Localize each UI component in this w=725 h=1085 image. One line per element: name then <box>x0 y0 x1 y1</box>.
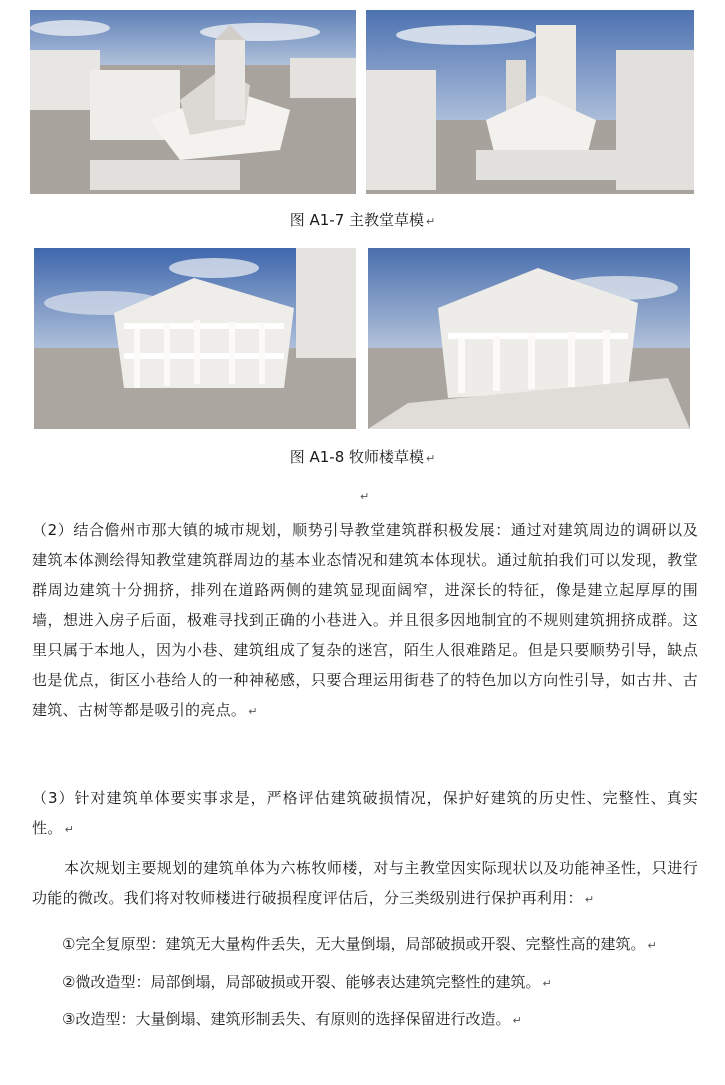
paragraph-3-text: （3）针对建筑单体要实事求是，严格评估建筑破损情况，保护好建筑的历史性、完整性、真实性。 <box>32 789 698 837</box>
paragraph-4 <box>32 853 698 915</box>
paragraph-mark: ↵ <box>542 977 552 990</box>
list-item-text: ③改造型：大量倒塌、建筑形制丢失、有原则的选择保留进行改造。 <box>62 1010 511 1028</box>
list-item <box>62 967 552 999</box>
figure-caption-a1-7 <box>0 210 725 232</box>
list-item-text: ①完全复原型：建筑无大量构件丢失，无大量倒塌，局部破损或开裂、完整性高的建筑。 <box>62 935 646 953</box>
paragraph-mark: ↵ <box>426 215 436 228</box>
paragraph-4-text: 本次规划主要规划的建筑单体为六栋牧师楼，对与主教堂因实际现状以及功能神圣性，只进行功能的微改。我们将对牧师楼进行破损程度评估后，分三类级别进行保护再利用： <box>32 859 698 907</box>
caption-text: 图 A1-8 牧师楼草模 <box>289 448 425 466</box>
paragraph-mark: ↵ <box>426 452 436 465</box>
paragraph-2 <box>32 515 698 727</box>
paragraph-mark: ↵ <box>248 705 258 718</box>
pastor-building-model-side-image <box>368 248 690 429</box>
main-church-model-aerial-image <box>30 10 356 194</box>
caption-text: 图 A1-7 主教堂草模 <box>289 211 425 229</box>
list-item-text: ②微改造型：局部倒塌，局部破损或开裂、能够表达建筑完整性的建筑。 <box>62 973 541 991</box>
figure-caption-a1-8 <box>0 447 725 469</box>
empty-paragraph-mark: ↵ <box>360 490 370 503</box>
pastor-building-model-front-image <box>34 248 356 429</box>
paragraph-mark: ↵ <box>64 823 75 836</box>
paragraph-mark: ↵ <box>647 939 657 952</box>
paragraph-mark: ↵ <box>584 893 595 906</box>
paragraph-mark: ↵ <box>512 1014 522 1027</box>
paragraph-3 <box>32 783 698 845</box>
list-item <box>62 929 657 961</box>
list-item <box>62 1004 522 1036</box>
main-church-model-side-image <box>366 10 694 194</box>
paragraph-2-text: （2）结合儋州市那大镇的城市规划，顺势引导教堂建筑群积极发展：通过对建筑周边的调研以及建筑本体测绘得知教堂建筑群周边的基本业态情况和建筑本体现状。通过航拍我们可以发现，教堂群周边建筑十分拥挤，排列在道路两侧的建筑显现面阔窄，进深长的特征，像是建立起厚厚的围墙，想进入房子后面，极难寻找到正确的小巷进入。并且很多因地制宜的不规则建筑拥挤成群。这里只属于本地人，因为小巷、建筑组成了复杂的迷宫，陌生人很难踏足。但是只要顺势引导，缺点也是优点，街区小巷给人的一种神秘感，只要合理运用街巷了的特色加以方向性引导，如古井、古建筑、古树等都是吸引的亮点。 <box>32 521 698 719</box>
